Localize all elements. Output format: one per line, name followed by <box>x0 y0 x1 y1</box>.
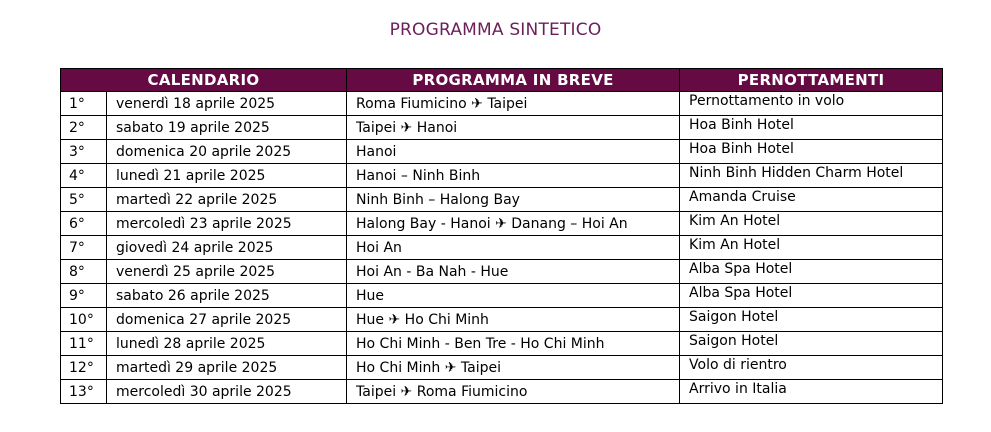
overnight-cell: Alba Spa Hotel <box>680 284 943 308</box>
program-table <box>60 68 943 404</box>
overnight-cell: Pernottamento in volo <box>680 92 943 116</box>
date-cell: venerdì 25 aprile 2025 <box>107 260 347 284</box>
date-cell: sabato 19 aprile 2025 <box>107 116 347 140</box>
overnight-cell: Ninh Binh Hidden Charm Hotel <box>680 164 943 188</box>
program-cell: Hoi An - Ba Nah - Hue <box>347 260 680 284</box>
day-number-cell: 9° <box>61 284 107 308</box>
date-cell: domenica 27 aprile 2025 <box>107 308 347 332</box>
overnight-cell: Hoa Binh Hotel <box>680 140 943 164</box>
overnight-cell: Amanda Cruise <box>680 188 943 212</box>
overnight-cell: Hoa Binh Hotel <box>680 116 943 140</box>
table-row <box>61 140 943 164</box>
date-cell: martedì 22 aprile 2025 <box>107 188 347 212</box>
table-row <box>61 236 943 260</box>
day-number-cell: 6° <box>61 212 107 236</box>
overnight-cell: Saigon Hotel <box>680 308 943 332</box>
program-cell: Ninh Binh – Halong Bay <box>347 188 680 212</box>
date-cell: venerdì 18 aprile 2025 <box>107 92 347 116</box>
table-row <box>61 116 943 140</box>
overnight-cell: Kim An Hotel <box>680 236 943 260</box>
program-cell: Hue <box>347 284 680 308</box>
header-programma: PROGRAMMA IN BREVE <box>347 69 680 92</box>
program-cell: Roma Fiumicino ✈ Taipei <box>347 92 680 116</box>
day-number-cell: 8° <box>61 260 107 284</box>
date-cell: giovedì 24 aprile 2025 <box>107 236 347 260</box>
program-cell: Taipei ✈ Hanoi <box>347 116 680 140</box>
page-title: PROGRAMMA SINTETICO <box>389 20 602 40</box>
table-row <box>61 188 943 212</box>
overnight-cell: Volo di rientro <box>680 356 943 380</box>
date-cell: mercoledì 30 aprile 2025 <box>107 380 347 404</box>
overnight-cell: Kim An Hotel <box>680 212 943 236</box>
table-row <box>61 164 943 188</box>
day-number-cell: 1° <box>61 92 107 116</box>
table-row <box>61 212 943 236</box>
table-row <box>61 260 943 284</box>
date-cell: domenica 20 aprile 2025 <box>107 140 347 164</box>
table-header-row <box>61 69 943 92</box>
day-number-cell: 3° <box>61 140 107 164</box>
table-row <box>61 284 943 308</box>
date-cell: lunedì 21 aprile 2025 <box>107 164 347 188</box>
day-number-cell: 7° <box>61 236 107 260</box>
table-body <box>61 92 943 404</box>
day-number-cell: 5° <box>61 188 107 212</box>
date-cell: martedì 29 aprile 2025 <box>107 356 347 380</box>
program-cell: Hanoi <box>347 140 680 164</box>
header-calendario: CALENDARIO <box>61 69 347 92</box>
day-number-cell: 12° <box>61 356 107 380</box>
table-row <box>61 92 943 116</box>
table-row <box>61 308 943 332</box>
date-cell: sabato 26 aprile 2025 <box>107 284 347 308</box>
program-cell: Ho Chi Minh ✈ Taipei <box>347 356 680 380</box>
table-row <box>61 332 943 356</box>
table-row <box>61 356 943 380</box>
day-number-cell: 2° <box>61 116 107 140</box>
day-number-cell: 4° <box>61 164 107 188</box>
table-row <box>61 380 943 404</box>
program-cell: Hue ✈ Ho Chi Minh <box>347 308 680 332</box>
header-pernottamenti: PERNOTTAMENTI <box>680 69 943 92</box>
day-number-cell: 11° <box>61 332 107 356</box>
program-cell: Halong Bay - Hanoi ✈ Danang – Hoi An <box>347 212 680 236</box>
date-cell: lunedì 28 aprile 2025 <box>107 332 347 356</box>
day-number-cell: 13° <box>61 380 107 404</box>
program-cell: Ho Chi Minh - Ben Tre - Ho Chi Minh <box>347 332 680 356</box>
overnight-cell: Alba Spa Hotel <box>680 260 943 284</box>
overnight-cell: Arrivo in Italia <box>680 380 943 404</box>
date-cell: mercoledì 23 aprile 2025 <box>107 212 347 236</box>
program-cell: Hoi An <box>347 236 680 260</box>
program-cell: Taipei ✈ Roma Fiumicino <box>347 380 680 404</box>
overnight-cell: Saigon Hotel <box>680 332 943 356</box>
program-cell: Hanoi – Ninh Binh <box>347 164 680 188</box>
day-number-cell: 10° <box>61 308 107 332</box>
